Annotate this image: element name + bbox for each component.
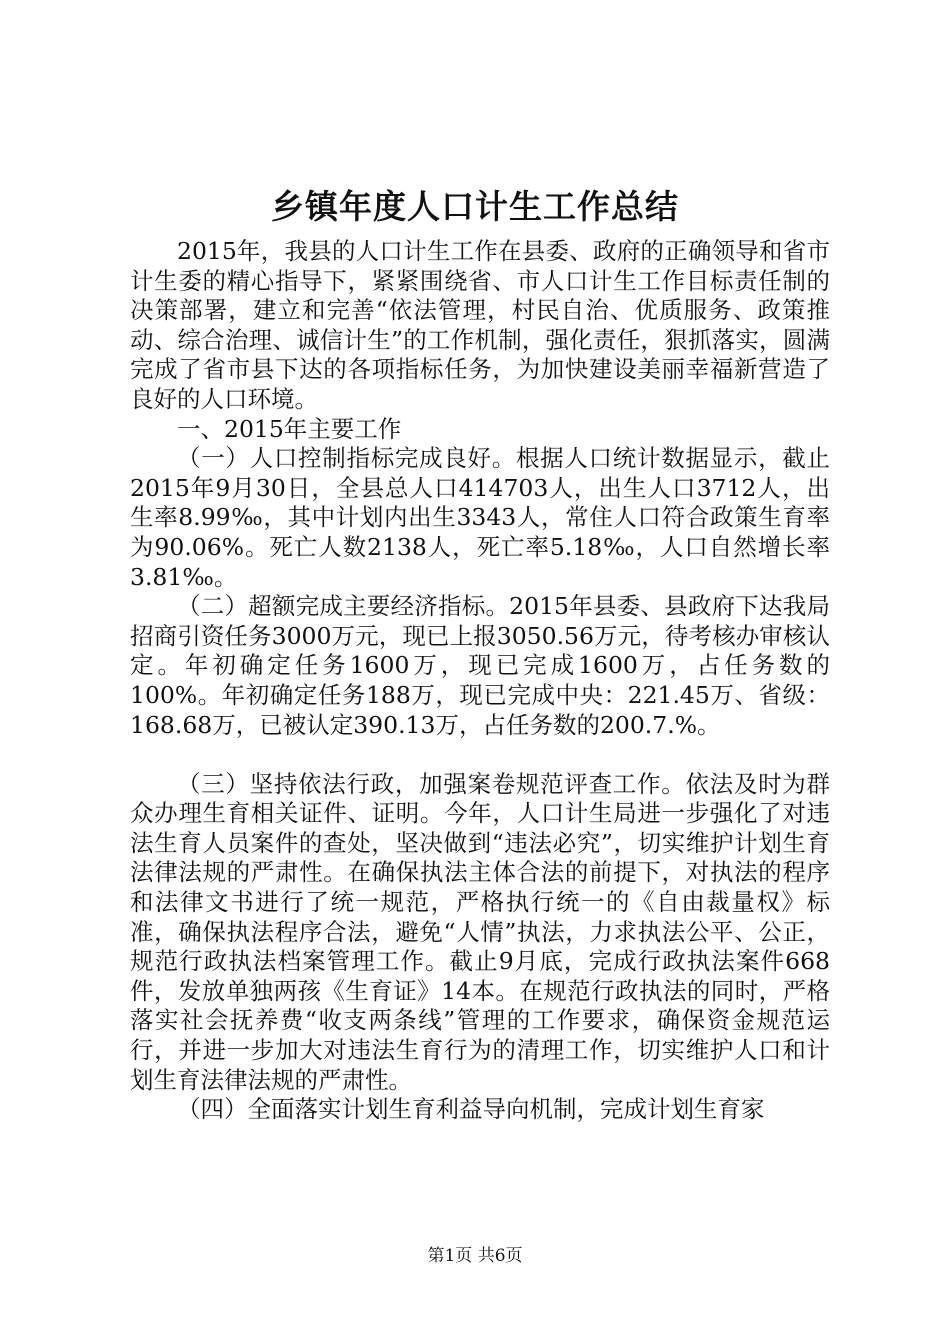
paragraph-population-control: （一）人口控制指标完成良好。根据人口统计数据显示，截止2015年9月30日，全县总人口414703人，出生人口3712人，出生率8.99‰，其中计划内出生3343人，常住人口符合政策生育率为90.06%。死亡人数2138人，死亡率5.18‰，人口自然增长率3.81‰。 [130, 444, 830, 591]
document-body [130, 237, 830, 1125]
page-footer: 第1页 共6页 [427, 1246, 523, 1266]
document-title: 乡镇年度人口计生工作总结 [271, 187, 679, 226]
paragraph-incentive-mechanism: （四）全面落实计划生育利益导向机制，完成计划生育家 [177, 1095, 765, 1124]
paragraph-law-enforcement: （三）坚持依法行政，加强案卷规范评查工作。依法及时为群众办理生育相关证件、证明。今年，人口计生局进一步强化了对违法生育人员案件的查处，坚决做到“违法必究”，切实维护计划生育法律法规的严肃性。在确保执法主体合法的前提下，对执法的程序和法律文书进行了统一规范，严格执行统一的《自由裁量权》标准，确保执法程序合法，避免“人情”执法，力求执法公平、公正，规范行政执法档案管理工作。截止9月底，完成行政执法案件668件，发放单独两孩《生育证》14本。在规范行政执法的同时，严格落实社会抚养费“收支两条线”管理的工作要求，确保资金规范运行，并进一步加大对违法生育行为的清理工作，切实维护人口和计划生育法律法规的严肃性。 [130, 769, 830, 1094]
section-heading-main-work: 一、2015年主要工作 [177, 414, 402, 443]
paragraph-economic-indicators: （二）超额完成主要经济指标。2015年县委、县政府下达我局招商引资任务3000万元，现已上报3050.56万元，待考核办审核认定。年初确定任务1600万，现已完成1600万，占任务数的100%。年初确定任务188万，现已完成中央：221.45万、省级：168.68万，已被认定390.13万，占任务数的200.7.%。 [130, 592, 830, 739]
paragraph-intro: 2015年，我县的人口计生工作在县委、政府的正确领导和省市计生委的精心指导下，紧紧围绕省、市人口计生工作目标责任制的决策部署，建立和完善“依法管理，村民自治、优质服务、政策推动、综合治理、诚信计生”的工作机制，强化责任，狠抓落实，圆满完成了省市县下达的各项指标任务，为加快建设美丽幸福新营造了良好的人口环境。 [130, 237, 830, 413]
